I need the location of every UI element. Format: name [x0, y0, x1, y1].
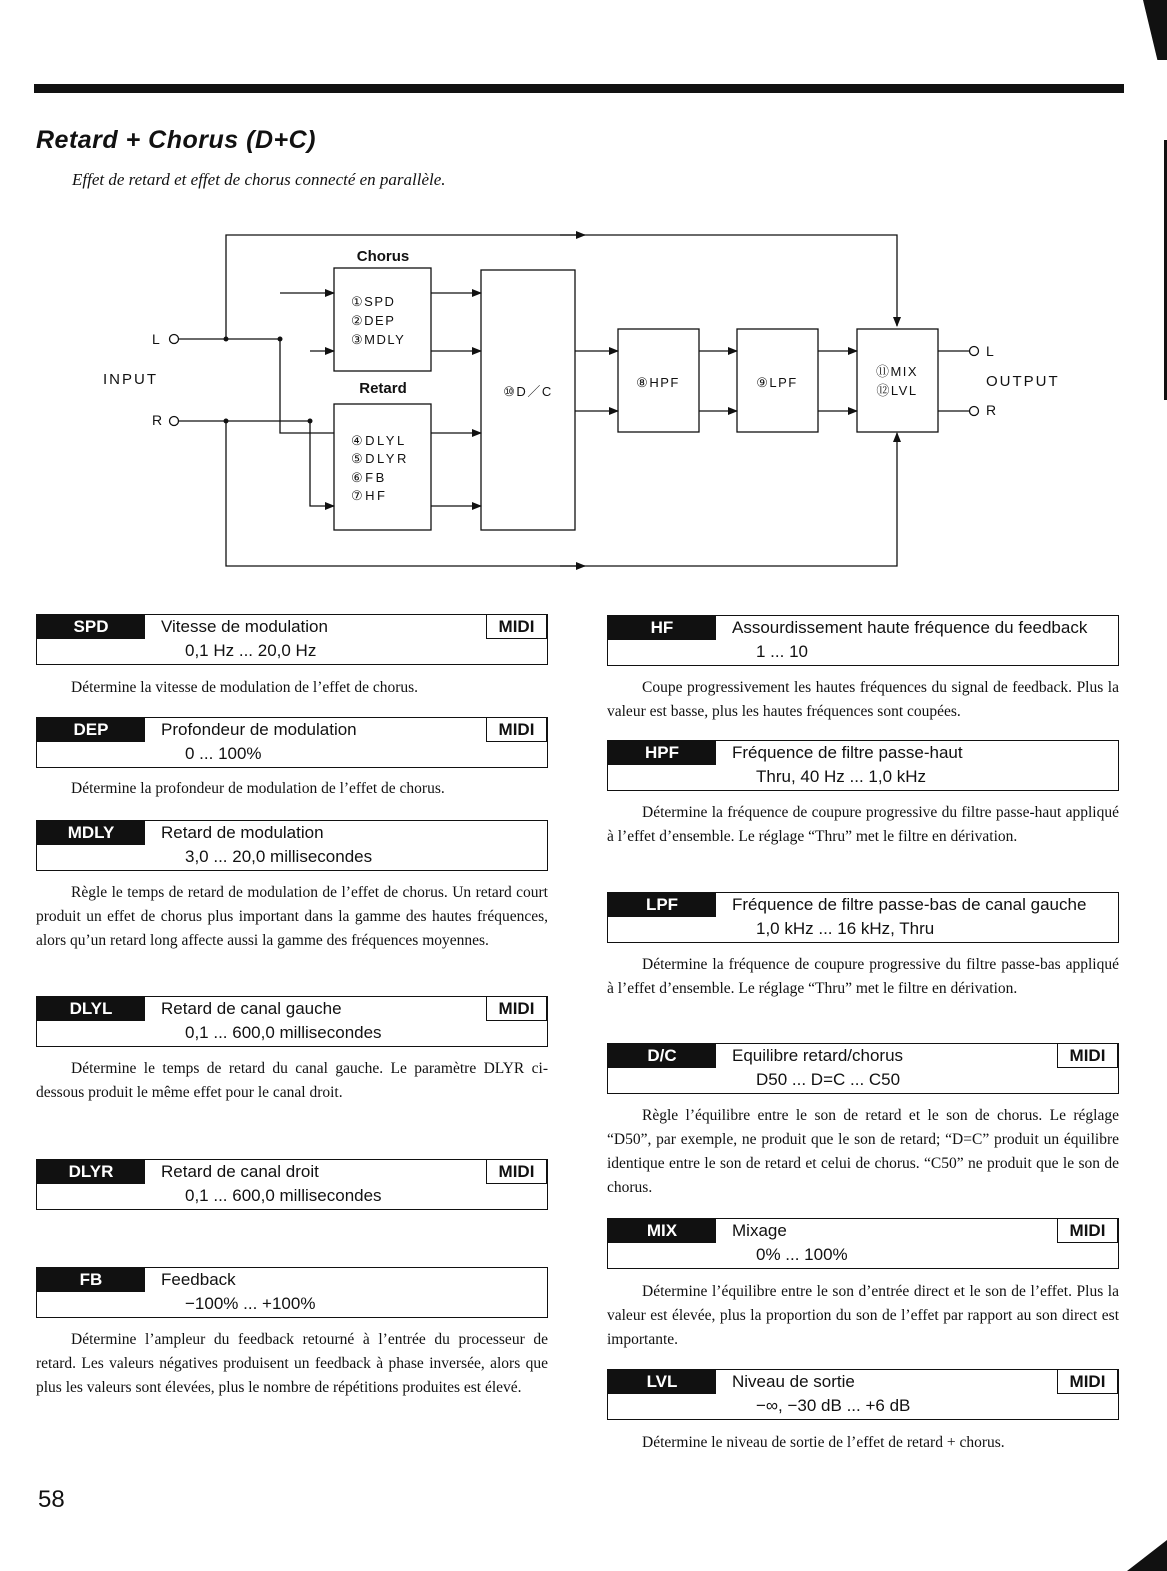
- desc-fb: Détermine l’ampleur du feedback retourné à l’entrée du processeur de retard. Les valeurs négatives produisent un feedback à phase inversée, alors que plus les valeurs sont élevées, plus le nombre de répétitions produites est élevé.: [36, 1331, 548, 1396]
- dc-block: [481, 270, 575, 530]
- param-name: Niveau de sortie: [732, 1372, 855, 1391]
- param-tag: MDLY: [37, 821, 145, 845]
- dc-label: ⑩D／C: [503, 384, 553, 399]
- output-label: OUTPUT: [986, 373, 1060, 390]
- page-edge-mark: [1143, 0, 1167, 60]
- param-name: Profondeur de modulation: [161, 720, 357, 739]
- retard-param: ⑤DLYR: [351, 451, 409, 466]
- param-range: 0,1 ... 600,0 millisecondes: [185, 1023, 382, 1042]
- param-tag: D/C: [608, 1044, 716, 1068]
- param-range: 0 ... 100%: [185, 744, 262, 763]
- param-tag: MIX: [608, 1219, 716, 1243]
- input-l-label: L: [152, 331, 160, 347]
- param-lpf: [607, 892, 1119, 943]
- param-range: −∞, −30 dB ... +6 dB: [756, 1396, 911, 1415]
- retard-param: ⑦HF: [351, 488, 388, 503]
- param-lvl: [607, 1369, 1119, 1420]
- desc-dc: Règle l’équilibre entre le son de retard et le son de chorus. Le réglage “D50”, par exemple, ne produit que le son de retard; “D=C” produit un équilibre identique entre le son de retard et celui de chorus. “C50” ne produit que le son de chorus.: [607, 1107, 1119, 1196]
- input-r-terminal: [170, 417, 179, 426]
- midi-badge: MIDI: [486, 1159, 548, 1184]
- retard-title: Retard: [359, 380, 407, 397]
- output-r-terminal: [970, 407, 979, 416]
- bypass-bottom-line: [226, 421, 897, 566]
- page-edge-corner: [1127, 1540, 1167, 1571]
- param-mix: [607, 1218, 1119, 1269]
- param-name: Mixage: [732, 1221, 787, 1240]
- param-range: Thru, 40 Hz ... 1,0 kHz: [756, 767, 927, 786]
- param-range: 1 ... 10: [756, 642, 808, 661]
- param-name: Equilibre retard/chorus: [732, 1046, 904, 1065]
- param-dlyr: [36, 1159, 548, 1210]
- desc-lvl: Détermine le niveau de sortie de l’effet de retard + chorus.: [642, 1434, 1005, 1451]
- param-hpf: [607, 740, 1119, 791]
- param-name: Retard de canal droit: [161, 1162, 319, 1181]
- param-name: Retard de modulation: [161, 823, 324, 842]
- param-fb: [36, 1267, 548, 1318]
- midi-badge: MIDI: [486, 614, 548, 639]
- input-l-terminal: [170, 335, 179, 344]
- param-mdly: [36, 820, 548, 871]
- desc-dlyl: Détermine le temps de retard du canal gauche. Le paramètre DLYR ci-dessous produit le même effet pour le canal droit.: [36, 1060, 548, 1101]
- param-spd: [36, 614, 548, 665]
- page-number: 58: [38, 1486, 65, 1513]
- param-tag: FB: [37, 1268, 145, 1292]
- param-name: Vitesse de modulation: [161, 617, 328, 636]
- retard-block: [334, 404, 431, 530]
- param-range: 1,0 kHz ... 16 kHz, Thru: [756, 919, 935, 938]
- midi-badge: MIDI: [486, 996, 548, 1021]
- output-r-label: R: [986, 402, 997, 418]
- param-range: 3,0 ... 20,0 millisecondes: [185, 847, 373, 866]
- chorus-param: ②DEP: [351, 313, 396, 328]
- param-range: D50 ... D=C ... C50: [756, 1070, 901, 1089]
- chorus-title: Chorus: [356, 248, 410, 265]
- param-tag: DLYL: [37, 997, 145, 1021]
- retard-param: ④DLYL: [351, 433, 407, 448]
- param-range: 0,1 ... 600,0 millisecondes: [185, 1186, 382, 1205]
- param-tag: LPF: [608, 893, 716, 917]
- param-name: Feedback: [161, 1270, 236, 1289]
- desc-mdly: Règle le temps de retard de modulation de l’effet de chorus. Un retard court produit un effet de chorus plus important dans la gamme des hautes fréquences, alors qu’un retard long affecte aussi la gamme des fréquences moyennes.: [36, 884, 548, 949]
- page-subtitle: Effet de retard et effet de chorus connecté en parallèle.: [72, 170, 446, 189]
- input-r-label: R: [152, 412, 163, 428]
- param-range: 0% ... 100%: [756, 1245, 848, 1264]
- param-tag: HF: [608, 616, 716, 640]
- desc-dep: Détermine la profondeur de modulation de l’effet de chorus.: [71, 780, 445, 797]
- desc-lpf: Détermine la fréquence de coupure progressive du filtre passe-bas appliqué à l’effet d’ensemble. Le réglage “Thru” met le filtre en dérivation.: [607, 956, 1119, 997]
- input-label: INPUT: [103, 371, 158, 388]
- param-tag: HPF: [608, 741, 716, 765]
- param-range: −100% ... +100%: [185, 1294, 316, 1313]
- param-range: 0,1 Hz ... 20,0 Hz: [185, 641, 317, 660]
- desc-spd: Détermine la vitesse de modulation de l’effet de chorus.: [71, 679, 419, 696]
- retard-param: ⑥FB: [351, 470, 387, 485]
- chorus-param: ①SPD: [351, 294, 396, 309]
- midi-badge: MIDI: [486, 717, 548, 742]
- param-hf: [607, 615, 1119, 666]
- midi-badge: MIDI: [1057, 1218, 1119, 1243]
- output-l-label: L: [986, 343, 994, 359]
- param-name: Assourdissement haute fréquence du feedback: [732, 618, 1088, 637]
- bypass-top-line: [226, 235, 897, 339]
- param-name: Fréquence de filtre passe-bas de canal gauche: [732, 895, 1087, 914]
- page-title: Retard + Chorus (D+C): [36, 126, 316, 154]
- output-l-terminal: [970, 347, 979, 356]
- midi-badge: MIDI: [1057, 1369, 1119, 1394]
- hpf-label: ⑧HPF: [636, 375, 680, 390]
- desc-hpf: Détermine la fréquence de coupure progressive du filtre passe-haut appliqué à l’effet d’ensemble. Le réglage “Thru” met le filtre en dérivation.: [607, 804, 1119, 845]
- desc-hf: Coupe progressivement les hautes fréquences du signal de feedback. Plus la valeur est basse, plus les hautes fréquences sont coupées.: [607, 679, 1119, 720]
- mix-block: [857, 329, 938, 432]
- chorus-param: ③MDLY: [351, 332, 406, 347]
- signal-flow-diagram: [0, 220, 1167, 580]
- param-tag: DLYR: [37, 1160, 145, 1184]
- param-name: Fréquence de filtre passe-haut: [732, 743, 963, 762]
- param-dc: [607, 1043, 1119, 1094]
- desc-mix: Détermine l’équilibre entre le son d’entrée direct et le son de l’effet. Plus la valeur est élevée, plus la proportion du son de l’effet par rapport au son direct est importante.: [607, 1283, 1119, 1348]
- param-dep: [36, 717, 548, 768]
- lpf-label: ⑨LPF: [756, 375, 798, 390]
- param-tag: SPD: [37, 615, 145, 639]
- param-dlyl: [36, 996, 548, 1047]
- header-rule: [34, 84, 1124, 93]
- midi-badge: MIDI: [1057, 1043, 1119, 1068]
- mix-label: ⑪MIX: [875, 364, 919, 379]
- param-tag: LVL: [608, 1370, 716, 1394]
- param-name: Retard de canal gauche: [161, 999, 342, 1018]
- lvl-label: ⑫LVL: [876, 383, 918, 398]
- param-tag: DEP: [37, 718, 145, 742]
